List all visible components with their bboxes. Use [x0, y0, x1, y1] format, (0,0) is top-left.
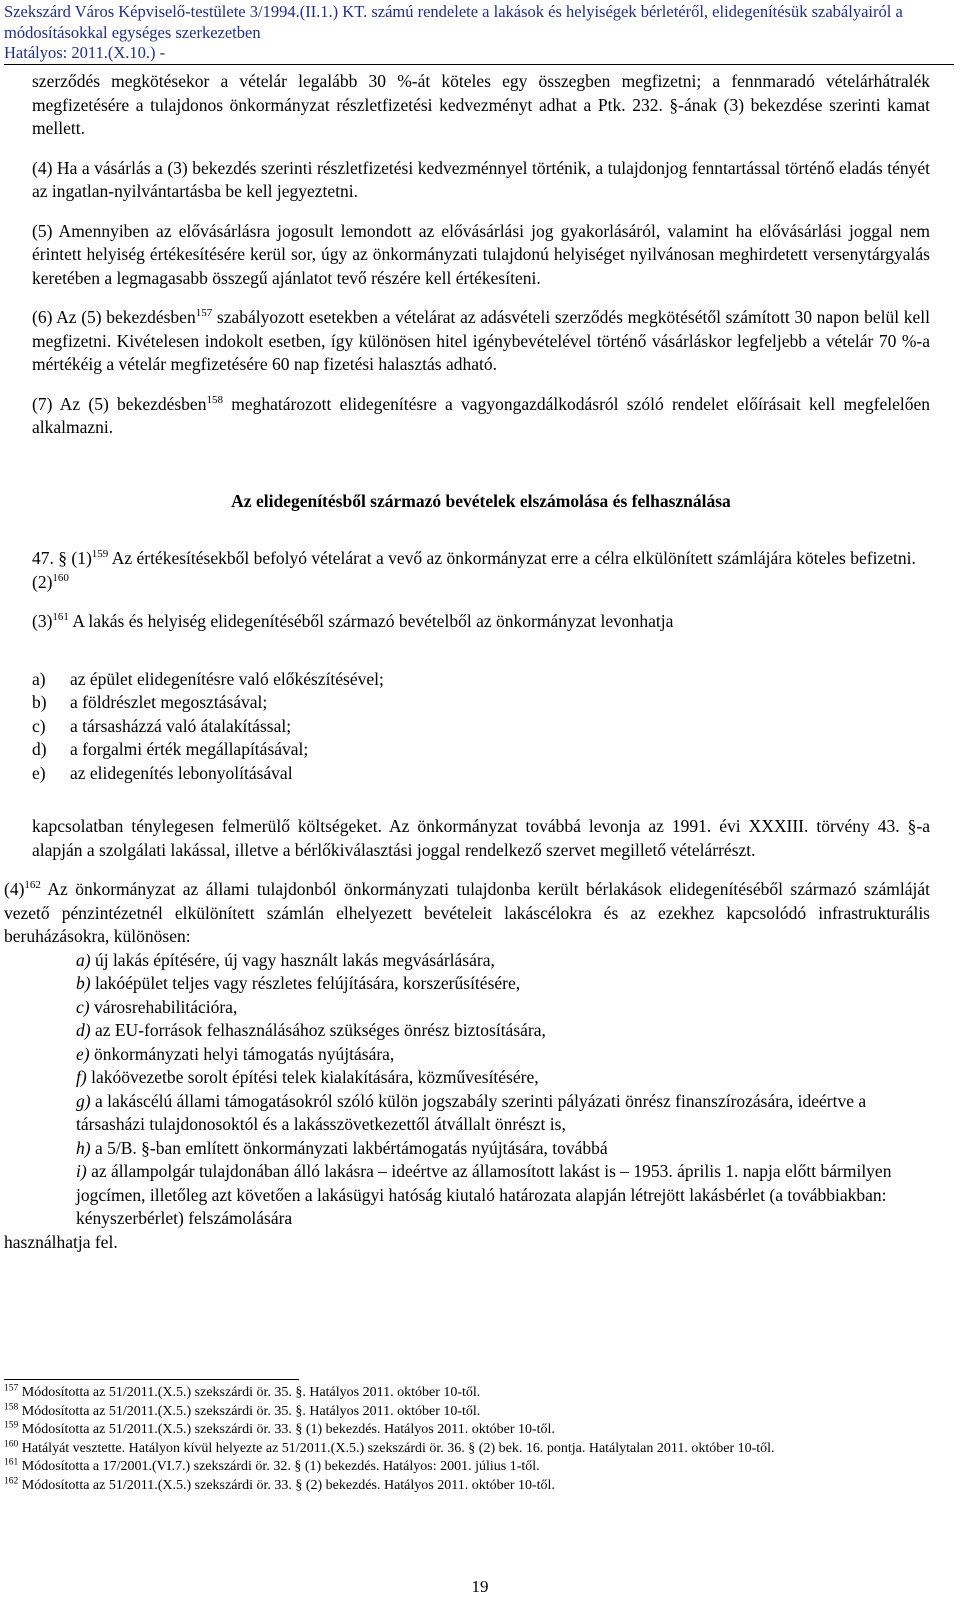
- list-text: az EU-források felhasználásához szükséges önrész biztosítására,: [90, 1020, 546, 1040]
- paragraph-5: (5) Amennyiben az elővásárlásra jogosult lemondott az elővásárlási jog gyakorlásáról, valamint ha elővásárlási joggal nem érintett helyiség értékesítésére kerül sor, úgy az önkormányzati tulajdonú helyiséget nyilvánosan meghirdetett versenytárgyalás keretében a legmagasabb összegű ajánlatot tevő részére kell értékesíteni.: [32, 220, 930, 288]
- footnote-158: [4, 1403, 944, 1422]
- list-text: a lakáscélú állami támogatásokról szóló külön jogszabály szerinti pályázati önrész finanszírozására, ideértve a társasházi tulajdonosoktól és a lakásszövetkezettől átvállalt önrészt is,: [76, 1090, 867, 1134]
- header-title-line2: módosításokkal egységes szerkezetben: [4, 22, 261, 42]
- footnote-text: Módosította az 51/2011.(X.5.) szekszárdi ör. 33. § (1) bekezdés. Hatályos 2011. október 10-től.: [18, 1422, 555, 1437]
- section-47-paragraph-1: [32, 547, 930, 571]
- footnote-text: Módosította a 17/2001.(VI.7.) szekszárdi ör. 32. § (1) bekezdés. Hatályos: 2001. július 1-től.: [18, 1459, 540, 1474]
- footnote-number: 157: [4, 1383, 19, 1394]
- list-item: [76, 1019, 930, 1043]
- document-body: [4, 70, 930, 1254]
- list-item: [76, 1137, 930, 1161]
- paragraph-continuation: szerződés megkötésekor a vételár legalább 30 %-át köteles egy összegben megfizetni; a fennmaradó vételárhátralék megfizetésére a tulajdonos önkormányzat részletfizetési kedvezményt adhat a Ptk. 232. §-ának (3) bekezdése szerinti kamat mellett.: [32, 71, 930, 138]
- list-item: [76, 1090, 930, 1137]
- list-text: az állampolgár tulajdonában álló lakásra – ideértve az államosított lakást is – 1953. április 1. napja előtt bármilyen jogcímen, illetőleg azt követően a lakásügyi hatóság kiutaló határozata alapján létrejött lakásbérlet (a továbbiakban: kényszerbérlet) felszámolására: [76, 1161, 892, 1228]
- list-text: új lakás építésére, új vagy használt lakás megvásárlására,: [90, 949, 495, 970]
- footnote-157: [4, 1384, 944, 1403]
- list-marker: b): [32, 692, 47, 712]
- footnote-159: [4, 1421, 944, 1440]
- list-marker: d): [32, 739, 47, 759]
- header-effective-date: Hatályos: 2011.(X.10.) -: [4, 43, 954, 65]
- list-item: [32, 738, 930, 762]
- list-text: városrehabilitációra,: [89, 996, 238, 1017]
- paragraph-6-text-a: (6) Az (5) bekezdésben: [32, 307, 196, 327]
- list-item: [76, 996, 930, 1020]
- list-marker: c): [32, 715, 46, 736]
- footnote-text: Módosította az 51/2011.(X.5.) szekszárdi ör. 33. § (2) bekezdés. Hatályos 2011. október 10-től.: [18, 1477, 555, 1493]
- footnote-number: 158: [4, 1401, 19, 1412]
- footnote-161: [4, 1458, 944, 1477]
- list-item: [32, 668, 930, 692]
- list-marker: d): [76, 1020, 91, 1040]
- footnote-divider: [4, 1379, 299, 1380]
- footnote-number: 162: [4, 1475, 19, 1486]
- footnote-ref-162[interactable]: 162: [24, 879, 41, 892]
- paragraph-4: (4) Ha a vásárlás a (3) bekezdés szerinti részletfizetési kedvezménnyel történik, a tulajdonjog fenntartással történő eladás tényét az ingatlan-nyilvántartásba be kell jegyeztetni.: [32, 157, 930, 201]
- list-marker: e): [76, 1043, 90, 1064]
- footnote-text: Módosította az 51/2011.(X.5.) szekszárdi ör. 35. §. Hatályos 2011. október 10-től.: [18, 1403, 481, 1419]
- list-text: a földrészlet megosztásával;: [70, 692, 268, 712]
- footnote-ref-160[interactable]: 160: [52, 571, 69, 584]
- section-47-p2-label: (2): [32, 571, 53, 592]
- footnote-ref-161[interactable]: 161: [52, 611, 69, 624]
- paragraph-7-text-a: (7) Az (5) bekezdésben: [32, 393, 207, 414]
- closing-text: használhatja fel.: [4, 1231, 118, 1252]
- usage-list: [76, 949, 930, 1231]
- list-text: lakóépület teljes vagy részletes felújítására, korszerűsítésére,: [90, 973, 521, 993]
- list-item: [32, 691, 930, 715]
- section-47-paragraph-2: [32, 571, 930, 595]
- list-text: a forgalmi érték megállapításával;: [70, 739, 309, 759]
- list-marker: h): [76, 1137, 91, 1158]
- footnote-number: 159: [4, 1420, 19, 1431]
- list-item: [76, 1043, 930, 1067]
- list-item: [76, 1160, 930, 1231]
- list-marker: g): [76, 1090, 91, 1111]
- list-marker: i): [76, 1161, 87, 1181]
- deduction-list: [32, 668, 930, 786]
- footnote-ref-157[interactable]: 157: [195, 307, 213, 320]
- list-item: [32, 715, 930, 739]
- list-text: a 5/B. §-ban említett önkormányzati lakbértámogatás nyújtására, továbbá: [90, 1137, 608, 1158]
- list-item: [76, 949, 930, 973]
- list-item: [32, 762, 930, 786]
- section-heading: Az elidegenítésből származó bevételek elszámolása és felhasználása: [231, 490, 731, 511]
- section-47-p3-label: (3): [32, 611, 53, 631]
- footnote-number: 161: [4, 1457, 19, 1468]
- list-marker: a): [32, 668, 46, 689]
- section-47-text-b: Az értékesítésekből befolyó vételárat a vevő az önkormányzat erre a célra elkülönített számlájára köteles befizetni.: [108, 548, 916, 568]
- section-47-p3-text: A lakás és helyiség elidegenítéséből származó bevételből az önkormányzat levonhatja: [68, 611, 674, 631]
- section-47-text-a: 47. § (1): [32, 548, 92, 568]
- section-47-p4-label: (4): [4, 879, 25, 899]
- list-marker: c): [76, 996, 90, 1017]
- footnotes: [4, 1384, 944, 1495]
- section-47-paragraph-3: [32, 610, 930, 634]
- list-marker: b): [76, 973, 91, 993]
- list-marker: f): [76, 1067, 87, 1087]
- list-item: [76, 972, 930, 996]
- list-marker: e): [32, 762, 46, 783]
- list-marker: a): [76, 949, 91, 970]
- document-header: [4, 2, 954, 65]
- footnote-text: Hatályát vesztette. Hatályon kívül helyezte az 51/2011.(X.5.) szekszárdi ör. 36. § (2) bek. 16. pontja. Hatálytalan 2011. október 10-től.: [18, 1440, 775, 1456]
- list-text: lakóövezetbe sorolt építési telek kialakítására, közművesítésére,: [86, 1067, 539, 1087]
- footnote-ref-159[interactable]: 159: [91, 548, 109, 561]
- paragraph-6: [32, 306, 930, 377]
- after-list-paragraph: kapcsolatban ténylegesen felmerülő költségeket. Az önkormányzat továbbá levonja az 1991. évi XXXIII. törvény 43. §-a alapján a szolgálati lakással, illetve a bérlőkiválasztási joggal rendelkező szervet megillető vételárrészt.: [32, 816, 930, 860]
- footnote-162: [4, 1477, 944, 1496]
- list-item: [76, 1066, 930, 1090]
- paragraph-7: [32, 393, 930, 440]
- page-number: 19: [471, 1577, 489, 1596]
- list-text: az épület elidegenítésre való előkészítésével;: [70, 668, 384, 689]
- section-47-paragraph-4: [4, 878, 930, 949]
- footnote-text: Módosította az 51/2011.(X.5.) szekszárdi ör. 35. §. Hatályos 2011. október 10-től.: [18, 1385, 481, 1400]
- list-text: önkormányzati helyi támogatás nyújtására,: [89, 1043, 395, 1064]
- list-text: a társasházzá való átalakítással;: [70, 715, 292, 736]
- footnote-160: [4, 1440, 944, 1459]
- footnote-ref-158[interactable]: 158: [206, 393, 223, 406]
- footnote-number: 160: [4, 1438, 19, 1449]
- paragraph-7-text-b: meghatározott elidegenítésre a vagyongazdálkodásról szóló rendelet előírásait kell megfelelően alkalmazni.: [32, 393, 930, 437]
- section-47-p4-text: Az önkormányzat az állami tulajdonból önkormányzati tulajdonba került bérlakások elidegenítéséből származó számláját vezető pénzintézetnél elkülönített számlán elhelyezett bevételeit lakáscélokra és az ezekhez kapcsolódó infrastrukturális beruházásokra, különösen:: [4, 879, 930, 946]
- header-title-line1: Szekszárd Város Képviselő-testülete 3/1994.(II.1.) KT. számú rendelete a lakások és helyiségek bérletéről, elidegenítésük szabályairól a: [4, 2, 903, 21]
- paragraph-6-text-b: szabályozott esetekben a vételárat az adásvételi szerződés megkötésétől számított 30 napon belül kell megfizetni. Kivételesen indokolt esetben, így különösen hitel igénybevételével történő vásárláskor legfeljebb a vételár 70 %-a mértékéig a vételár megfizetésére 60 nap fizetési halasztás adható.: [32, 307, 930, 374]
- list-text: az elidegenítés lebonyolításával: [70, 762, 293, 783]
